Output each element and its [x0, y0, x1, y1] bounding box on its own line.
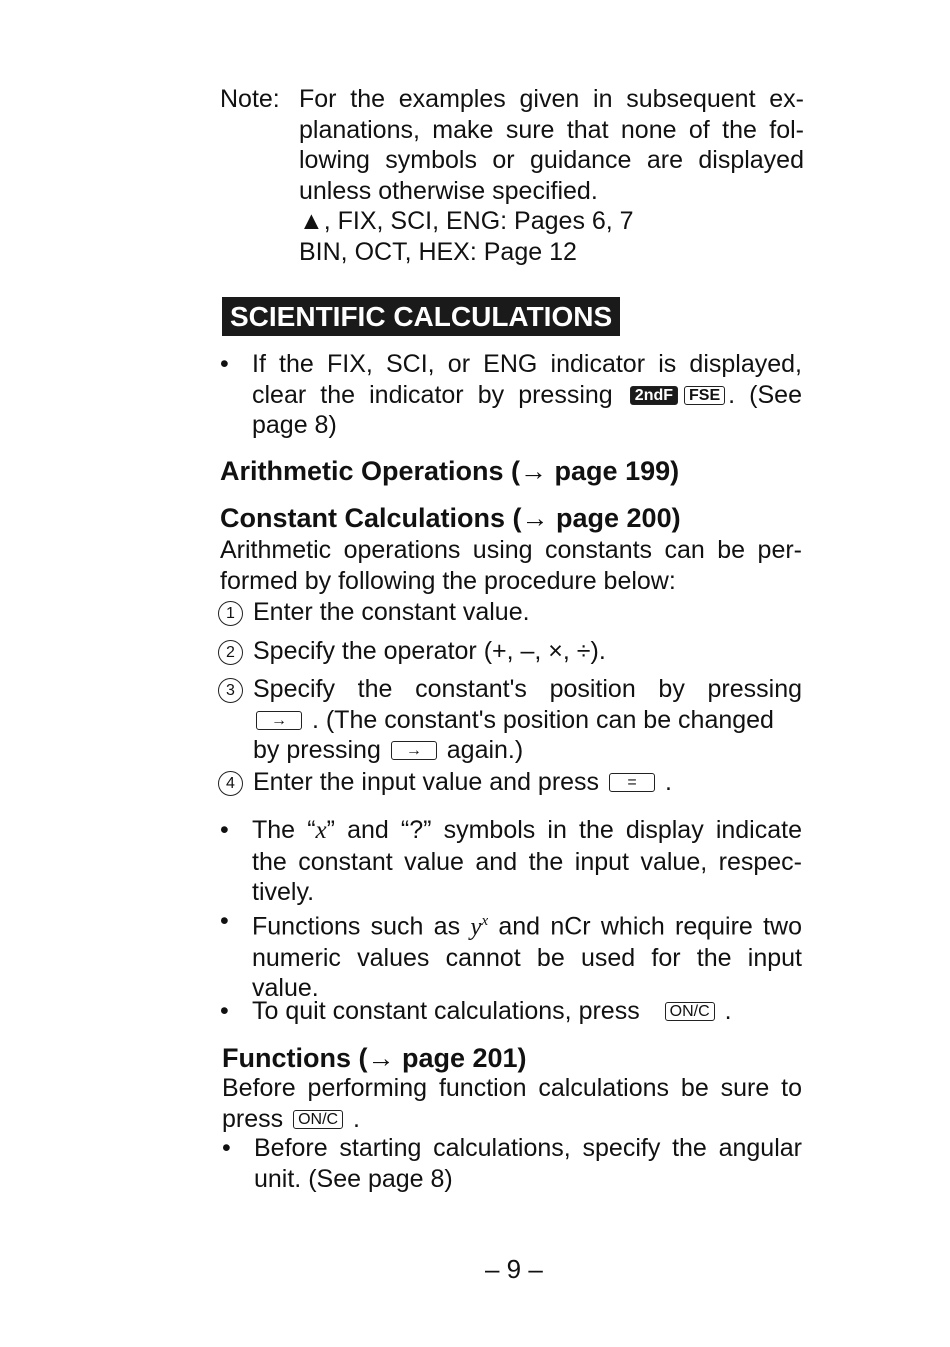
text-span: by pressing — [253, 736, 381, 764]
bullet-functions-restriction — [220, 906, 802, 1004]
text-line: the constant value and the input value, respec- — [252, 847, 802, 876]
symbol-y: y — [470, 913, 482, 941]
bullet-symbols — [220, 815, 802, 908]
text-line — [252, 380, 802, 411]
circled-number-icon: 2 — [218, 640, 243, 665]
key-2ndf-icon: 2ndF — [630, 386, 678, 405]
page-number: – 9 – — [485, 1254, 543, 1284]
heading-functions: Functions (→ page 201) — [222, 1043, 527, 1073]
bullet-text — [254, 1133, 802, 1194]
text-span: . — [724, 997, 732, 1025]
text-line: Arithmetic operations using constants can be per- — [220, 536, 802, 564]
bullet-dot: • — [220, 816, 229, 844]
heading-constant-calculations: Constant Calculations (→ page 200) — [220, 503, 681, 533]
bullet-angular-unit — [222, 1133, 802, 1194]
step-3 — [218, 674, 802, 766]
key-on-clear-icon: ON/C — [665, 1002, 715, 1021]
text-line — [222, 1104, 802, 1135]
text-line — [252, 906, 802, 943]
text-line: numeric values cannot be used for the input — [252, 943, 802, 972]
step-4 — [218, 767, 802, 798]
step-text: Enter the constant value. — [253, 598, 530, 626]
note-line: For the examples given in subsequent ex- — [299, 85, 804, 113]
constant-intro — [220, 535, 802, 596]
key-fse-icon: FSE — [684, 386, 725, 405]
step-text — [253, 674, 802, 766]
bullet-dot: • — [220, 997, 229, 1025]
text-line — [253, 705, 802, 736]
bullet-clear-indicator — [220, 349, 802, 441]
text-span: . — [664, 768, 672, 796]
text-span: press — [222, 1104, 284, 1133]
step-1 — [218, 597, 802, 628]
text-span: The “ — [252, 816, 316, 844]
text-line — [253, 735, 802, 766]
heading-arithmetic-operations: Arithmetic Operations (→ page 199) — [220, 456, 680, 486]
step-text: Specify the operator (+, –, ×, ÷). — [253, 637, 606, 665]
text-line: Specify the constant's position by pressing — [253, 675, 802, 703]
note-line: planations, make sure that none of the fol- — [299, 115, 804, 144]
text-line: tively. — [252, 878, 315, 906]
bullet-dot: • — [222, 1134, 231, 1162]
text-line: value. — [252, 974, 319, 1003]
text-span: clear the indicator by pressing — [252, 380, 613, 409]
bullet-dot: • — [220, 350, 229, 378]
symbol-x: x — [315, 817, 327, 844]
text-line — [252, 815, 802, 847]
note-line: BIN, OCT, HEX: Page 12 — [299, 237, 577, 266]
key-arrow-right-icon: → — [391, 741, 437, 760]
circled-number-icon: 1 — [218, 601, 243, 626]
bullet-text — [252, 349, 802, 441]
text-line: Before starting calculations, specify the angular — [254, 1134, 802, 1162]
text-span: . — [353, 1104, 360, 1133]
text-line: formed by following the procedure below: — [220, 566, 676, 595]
circled-number-icon: 3 — [218, 678, 243, 703]
text-span: . (The constant's position can be changed — [311, 705, 774, 734]
bullet-dot: • — [220, 907, 229, 935]
text-span: and nCr which require two — [498, 912, 802, 941]
text-span: Enter the input value and press — [253, 768, 600, 796]
text-line: unit. (See page 8) — [254, 1164, 453, 1193]
text-line — [252, 996, 802, 1027]
symbol-x: x — [481, 913, 489, 929]
note-label: Note: — [220, 85, 280, 113]
circled-number-icon: 4 — [218, 771, 243, 796]
step-text — [253, 767, 802, 798]
note-line: ▲, FIX, SCI, ENG: Pages 6, 7 — [299, 207, 634, 235]
text-span: To quit constant calculations, press — [252, 997, 640, 1025]
note-line: unless otherwise specified. — [299, 176, 598, 205]
key-arrow-right-icon: → — [256, 711, 302, 730]
bullet-quit-constant — [220, 996, 802, 1027]
note-body — [299, 84, 804, 267]
text-span: again.) — [446, 736, 524, 764]
functions-intro — [222, 1073, 802, 1134]
key-equals-icon: = — [609, 773, 655, 792]
text-line: Before performing function calculations be sure to — [222, 1074, 802, 1102]
section-banner: SCIENTIFIC CALCULATIONS — [222, 297, 620, 336]
text-span: . (See — [728, 380, 802, 409]
bullet-text — [252, 906, 802, 1004]
bullet-text — [252, 996, 802, 1027]
text-span: Functions such as — [252, 912, 461, 941]
step-2 — [218, 636, 802, 667]
text-span: ” and “?” symbols in the display indicate — [326, 816, 802, 844]
note-line: lowing symbols or guidance are displayed — [299, 146, 804, 174]
text-line: page 8) — [252, 411, 337, 439]
key-on-clear-icon: ON/C — [293, 1110, 343, 1129]
text-line: If the FIX, SCI, or ENG indicator is displayed, — [252, 350, 802, 378]
bullet-text — [252, 815, 802, 908]
